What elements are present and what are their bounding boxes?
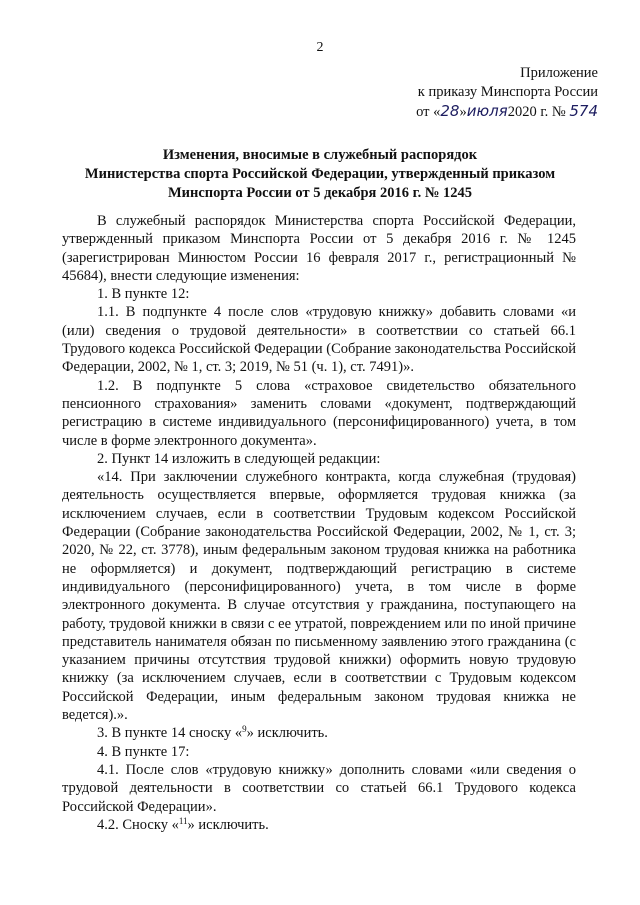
appendix-title: Приложение <box>520 65 598 81</box>
item-2: 2. Пункт 14 изложить в следующей редакции: <box>97 450 381 467</box>
handwritten-day: 28 <box>440 102 460 120</box>
item-1-1: 1.1. В подпункте 4 после слов «трудовую книжку» добавить словами «и (или) сведения о трудовой деятельности» в соответствии со статьей 66.1 Трудового кодекса Российской Федерации (Собрание законодательства Российской Федерации, 2002, № 1, ст. 3; 2019, № 51 (ч. 1), ст. 7491)». <box>62 304 576 376</box>
title-line-1: Изменения, вносимые в служебный распорядок <box>162 147 478 163</box>
item-4-2 <box>62 816 576 834</box>
item-4-2-pre: 4.2. Сноску « <box>97 816 179 833</box>
appendix-date-line <box>416 102 598 122</box>
appendix-header <box>416 64 598 122</box>
footnote-ref-9: 9 <box>242 724 247 735</box>
item-3-pre: 3. В пункте 14 сноску « <box>97 725 243 742</box>
date-mid: » <box>459 104 467 120</box>
year-number-label: 2020 г. № <box>507 104 566 120</box>
item-14-text: «14. При заключении служебного контракта, когда служебная (трудовая) деятельность осуществляется впервые, оформляется трудовая книжка (за исключением случаев, если в соответствии Трудовым кодексом Российской Федерации (Собрание законодательства Российской Федерации, 2002, № 1, ст. 3; 2020, № 22, ст. 3778), иным федеральным законом трудовая книжка на работника не оформляется) и документ, подтверждающий регистрацию в системе индивидуального (персонифицированного) учета, в том числе в форме электронного документа. В случае отсутствия у гражданина, поступающего на работу, трудовой книжки в связи с ее утратой, повреждением или по иной причине представитель нанимателя обязан по письменному заявлению этого гражданина (с указанием причины отсутствия трудовой книжки) оформить новую трудовую книжку (за исключением случаев, если в соответствии с Трудовым кодексом Российской Федерации, иным федеральным законом трудовая книжка не ведется).». <box>62 469 576 724</box>
appendix-order-ref: к приказу Минспорта России <box>417 84 598 100</box>
handwritten-order-number: 574 <box>569 102 598 120</box>
item-3 <box>62 724 576 742</box>
item-1: 1. В пункте 12: <box>97 286 190 303</box>
item-4: 4. В пункте 17: <box>97 743 190 760</box>
item-1-2: 1.2. В подпункте 5 слова «страховое свидетельство обязательного пенсионного страхования» заменить словами «документ, подтверждающий регистрацию в системе индивидуального (персонифицированного) учета, в том числе в форме электронного документа». <box>62 377 576 449</box>
document-body <box>62 212 576 834</box>
item-3-post: » исключить. <box>246 725 328 742</box>
item-4-2-post: » исключить. <box>187 816 269 833</box>
title-line-3: Минспорта России от 5 декабря 2016 г. № 1245 <box>167 185 473 201</box>
date-prefix: от « <box>416 104 441 120</box>
footnote-ref-11: 11 <box>178 815 188 826</box>
title-line-2: Министерства спорта Российской Федерации, утвержденный приказом <box>84 166 556 182</box>
intro-paragraph: В служебный распорядок Министерства спорта Российской Федерации, утвержденный приказом Минспорта России от 5 декабря 2016 г. № 1245 (зарегистрирован Минюстом России 16 февраля 2017 г., регистрационный № 45684), внести следующие изменения: <box>62 213 576 284</box>
item-4-1: 4.1. После слов «трудовую книжку» дополнить словами «или сведения о трудовой деятельности в соответствии со статьей 66.1 Трудового кодекса Российской Федерации». <box>62 761 576 815</box>
document-title <box>40 146 600 203</box>
page-number: 2 <box>316 40 324 55</box>
handwritten-month: июля <box>466 102 508 120</box>
